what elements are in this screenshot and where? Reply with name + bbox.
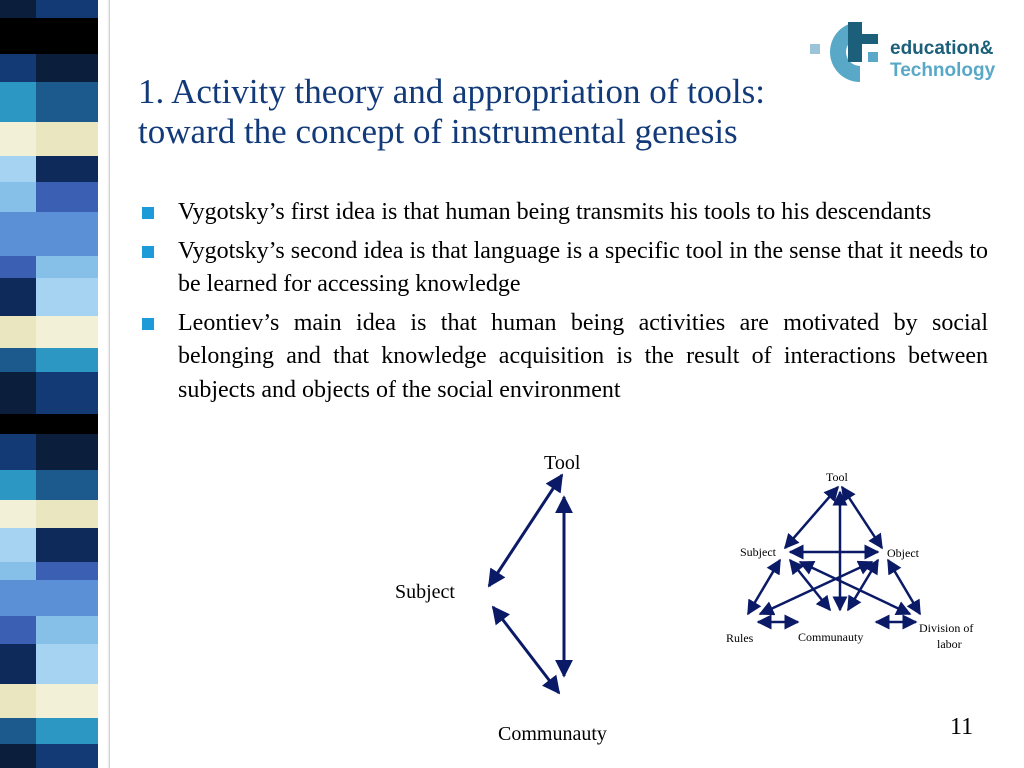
label-object-large: Object (887, 546, 919, 560)
label-division-of-labor-line-1: Division of (919, 621, 974, 635)
mediation-triangle-small (489, 475, 564, 693)
label-division-of-labor-line-2: labor (937, 637, 962, 651)
label-tool-small: Tool (544, 452, 581, 474)
label-community-large: Communauty (798, 630, 864, 644)
label-subject-small: Subject (395, 581, 455, 603)
slide-title-line-1: 1. Activity theory and appropriation of tools: (138, 72, 765, 111)
label-tool-large: Tool (826, 470, 848, 484)
logo-text-technology: Technology (890, 60, 996, 81)
label-subject-large: Subject (740, 545, 776, 559)
bullet-text: Leontiev’s main idea is that human being activities are motivated by social belonging and that knowledge acquisition is the result of interactions between subjects and objects of the social environment (178, 309, 988, 403)
arrow-subject-community (493, 607, 559, 693)
page-number: 11 (950, 714, 974, 740)
arrow-tool-subject (489, 475, 562, 586)
slide-title-line-2: toward the concept of instrumental genesis (138, 112, 738, 151)
bullet-text: Vygotsky’s first idea is that human being transmits his tools to his descendants (178, 199, 932, 225)
bullet-text: Vygotsky’s second idea is that language is a specific tool in the sense that it needs to be learned for accessing knowledge (178, 237, 988, 297)
label-rules-large: Rules (726, 631, 754, 645)
label-community-small: Communauty (498, 723, 607, 745)
logo-text-education: education& (890, 38, 994, 59)
